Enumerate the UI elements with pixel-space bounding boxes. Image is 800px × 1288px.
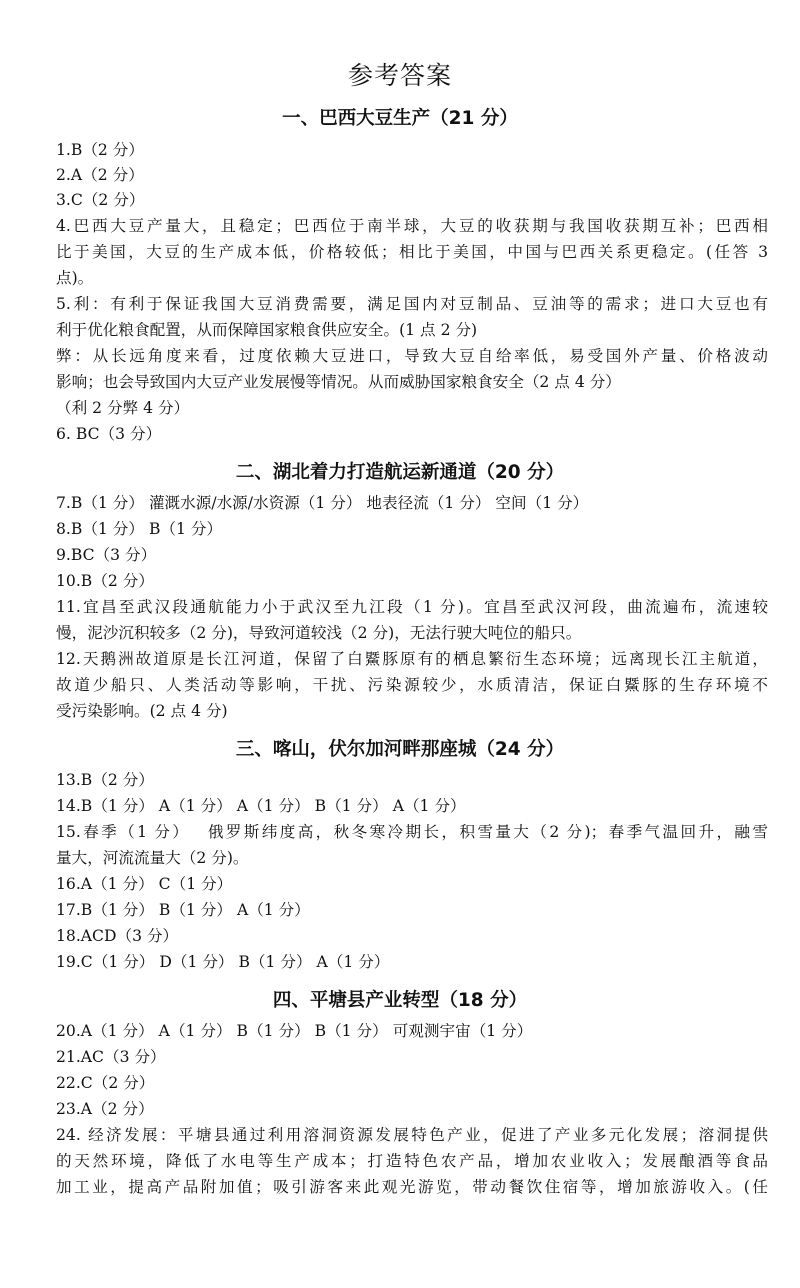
answer-line: 14.B（1 分） A（1 分） A（1 分） B（1 分） A（1 分） — [56, 797, 466, 815]
answer-line: 19.C（1 分） D（1 分） B（1 分） A（1 分） — [56, 953, 390, 971]
answer-line: 故道少船只、人类活动等影响，干扰、污染源较少，水质清洁，保证白鱀豚的生存环境不 — [56, 676, 768, 694]
answer-line: 18.ACD（3 分） — [56, 927, 179, 945]
answer-line: 8.B（1 分） B（1 分） — [56, 520, 223, 538]
answer-line: 23.A（2 分） — [56, 1100, 154, 1118]
answer-line: 影响；也会导致国内大豆产业发展慢等情况。从而威胁国家粮食安全（2 点 4 分） — [56, 373, 621, 391]
answer-line: 6. BC（3 分） — [56, 425, 162, 443]
answer-line: 12.天鹅洲故道原是长江河道，保留了白鱀豚原有的栖息繁衍生态环境；远离现长江主航道， — [56, 650, 768, 668]
answer-line: 量大，河流流量大（2 分)。 — [56, 849, 249, 867]
answer-line: 弊：从长远角度来看，过度依赖大豆进口，导致大豆自给率低，易受国外产量、价格波动 — [56, 347, 768, 365]
answer-line: 15.春季（1 分） 俄罗斯纬度高，秋冬寒冷期长，积雪量大（2 分)；春季气温回升，融雪 — [56, 823, 768, 841]
section-heading: 三、喀山，伏尔加河畔那座城（24 分） — [235, 739, 565, 760]
answer-line: 20.A（1 分） A（1 分） B（1 分） B（1 分） 可观测宇宙（1 分） — [56, 1022, 533, 1040]
answer-line: 受污染影响。(2 点 4 分) — [56, 702, 228, 720]
section-heading: 二、湖北着力打造航运新通道（20 分） — [235, 462, 565, 483]
answer-line: 比于美国，大豆的生产成本低，价格较低；相比于美国，中国与巴西关系更稳定。(任答 3 — [56, 243, 768, 261]
answer-line: 1.B（2 分） — [56, 141, 144, 159]
answer-line: 13.B（2 分） — [56, 771, 154, 789]
section-heading: 一、巴西大豆生产（21 分） — [282, 108, 518, 129]
answer-line: 17.B（1 分） B（1 分） A（1 分） — [56, 901, 310, 919]
answer-line: 7.B（1 分） 灌溉水源/水源/水资源（1 分） 地表径流（1 分） 空间（1 分） — [56, 494, 589, 512]
answer-line: 11.宜昌至武汉段通航能力小于武汉至九江段（1 分)。宜昌至武汉河段，曲流遍布，流速较 — [56, 598, 768, 616]
answer-line: 21.AC（3 分） — [56, 1048, 166, 1066]
answer-line: 16.A（1 分） C（1 分） — [56, 875, 233, 893]
answer-line: 3.C（2 分） — [56, 191, 145, 209]
answer-line: 慢，泥沙沉积较多（2 分)，导致河道较浅（2 分)，无法行驶大吨位的船只。 — [56, 624, 582, 642]
answer-line: 2.A（2 分） — [56, 166, 144, 184]
section-heading: 四、平塘县产业转型（18 分） — [272, 990, 528, 1011]
answer-line: 10.B（2 分） — [56, 572, 154, 590]
answer-line: 的天然环境，降低了水电等生产成本；打造特色农产品，增加农业收入；发展酿酒等食品 — [56, 1152, 768, 1170]
answer-line: 加工业，提高产品附加值；吸引游客来此观光游览，带动餐饮住宿等，增加旅游收入。(任 — [56, 1178, 768, 1196]
answer-line: 4.巴西大豆产量大，且稳定；巴西位于南半球，大豆的收获期与我国收获期互补；巴西相 — [56, 217, 768, 235]
answer-line: 24. 经济发展：平塘县通过利用溶洞资源发展特色产业，促进了产业多元化发展；溶洞提供 — [56, 1126, 768, 1144]
answer-line: 22.C（2 分） — [56, 1074, 155, 1092]
answer-line: 5.利：有利于保证我国大豆消费需要，满足国内对豆制品、豆油等的需求；进口大豆也有 — [56, 295, 768, 313]
answer-line: （利 2 分弊 4 分） — [56, 399, 190, 417]
answer-line: 利于优化粮食配置，从而保障国家粮食供应安全。(1 点 2 分) — [56, 321, 478, 339]
page-title: 参考答案 — [347, 61, 452, 90]
answer-line: 9.BC（3 分） — [56, 546, 157, 564]
answer-line: 点)。 — [56, 269, 94, 287]
